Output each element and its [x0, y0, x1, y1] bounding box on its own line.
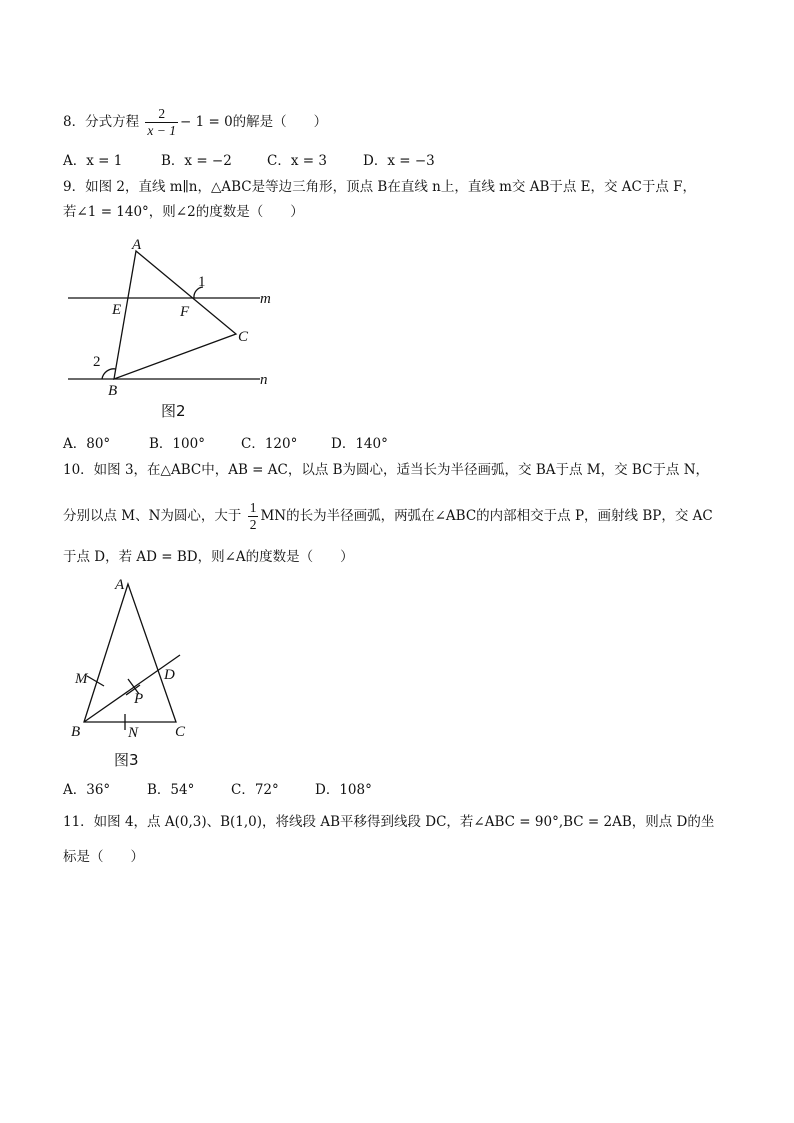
q10-fraction: $\frac{1}{2}$ [249, 500, 257, 532]
label-m: M [75, 671, 88, 687]
q8-option-a[interactable]: A．x = 1 [63, 153, 123, 169]
label-f: F [180, 304, 190, 320]
q8-stem: 8．分式方程 $\frac{2}{x - 1}$ − 1 = 0的解是（ ） [63, 106, 328, 138]
label-e: E [112, 302, 122, 318]
q9-option-d[interactable]: D．140° [331, 436, 388, 452]
label-a: A [115, 577, 125, 593]
q10-figure-caption: 图3 [114, 751, 139, 769]
q10-option-c[interactable]: C．72° [231, 782, 279, 798]
triangle-abc-isosceles [84, 584, 176, 722]
q10-figure [60, 573, 220, 773]
q11-stem-line2: 标是（ ） [63, 849, 144, 865]
label-d: D [164, 667, 175, 683]
label-angle-2: 2 [93, 354, 101, 370]
q9-figure-caption: 图2 [161, 402, 186, 420]
q9-option-a[interactable]: A．80° [63, 436, 111, 452]
q10-stem-line1: 10．如图 3，在△ABC中，AB = AC，以点 B为圆心，适当长为半径画弧，交 BA于点 M，交 BC于点 N， [63, 462, 710, 478]
q9-option-b[interactable]: B．100° [149, 436, 205, 452]
q8-option-b[interactable]: B．x = −2 [161, 153, 232, 169]
q10-stem-line3: 于点 D，若 AD = BD，则∠A的度数是（ ） [63, 549, 354, 565]
q9-option-c[interactable]: C．120° [241, 436, 298, 452]
q10-option-a[interactable]: A．36° [63, 782, 111, 798]
q9-stem-line2: 若∠1 = 140°，则∠2的度数是（ ） [63, 204, 304, 220]
triangle-abc [114, 251, 236, 379]
q10-stem-line2: 分别以点 M、N为圆心，大于 $\frac{1}{2}$ MN的长为半径画弧，两弧在∠ABC的内部相交于点 P，画射线 BP，交 AC [63, 500, 713, 532]
q9-stem-line1: 9．如图 2，直线 m∥n，△ABC是等边三角形，顶点 B在直线 n上，直线 m交 AB于点 E，交 AC于点 F， [63, 179, 697, 195]
label-n: n [260, 372, 268, 388]
q9-figure [60, 232, 290, 427]
q8-option-d[interactable]: D．x = −3 [363, 153, 435, 169]
q8-options [63, 151, 435, 171]
ray-bp [84, 655, 180, 722]
q10-options [63, 780, 372, 800]
q11-stem-line1: 11．如图 4，点 A(0,3)、B(1,0)，将线段 AB平移得到线段 DC，若∠ABC = 90°,BC = 2AB，则点 D的坐 [63, 814, 715, 830]
q8-fraction: $\frac{2}{x - 1}$ [147, 106, 176, 138]
label-p: P [134, 691, 144, 707]
label-b: B [71, 724, 81, 740]
q10-option-d[interactable]: D．108° [315, 782, 372, 798]
label-m: m [260, 291, 271, 307]
label-angle-1: 1 [198, 274, 206, 290]
label-b: B [108, 383, 118, 399]
q10-option-b[interactable]: B．54° [147, 782, 195, 798]
q8-option-c[interactable]: C．x = 3 [267, 153, 327, 169]
label-c: C [238, 329, 249, 345]
label-n: N [128, 725, 139, 741]
q9-options [63, 434, 388, 454]
label-c: C [175, 724, 186, 740]
label-a: A [132, 237, 142, 253]
